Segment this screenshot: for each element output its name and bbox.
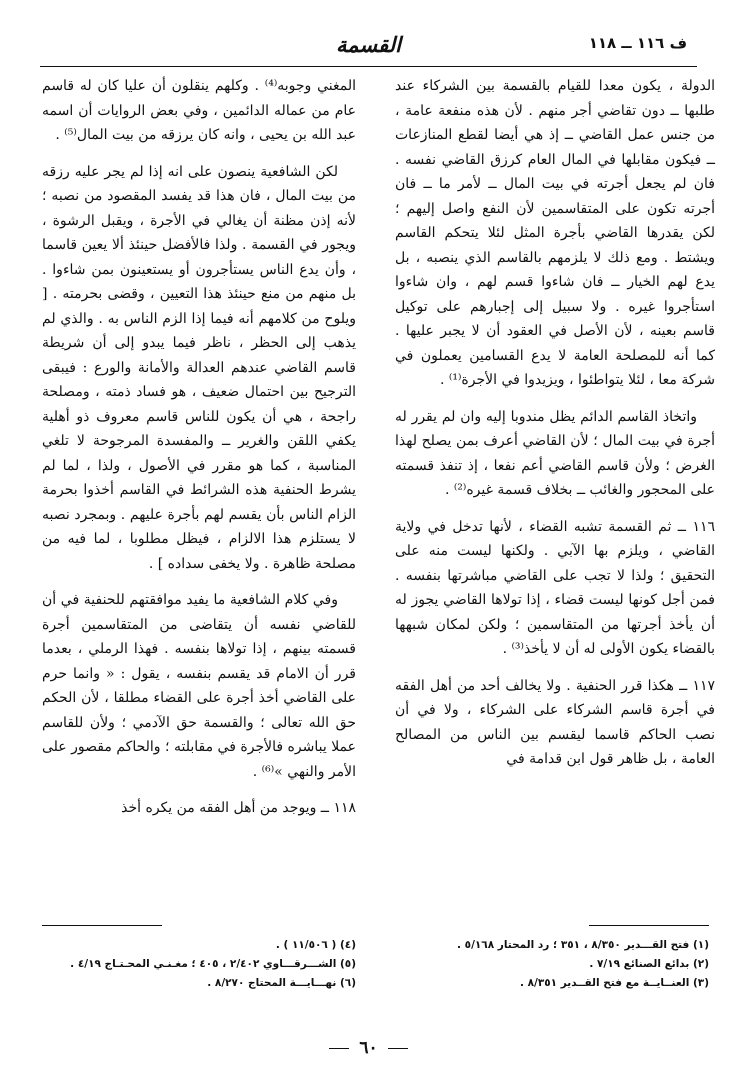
footnote: (١) فتح القـــدير ٨/٣٥٠ ، ٣٥١ ؛ رد المحتار ٥/١٦٨ . [457,939,709,951]
left-column [42,74,356,833]
paragraph: لكن الشافعية ينصون على انه إذا لم يجر عليه رزقه من بيت المال ، فان هذا قد يفسد المقصود من نصبه ؛ لأنه إذن مظنة أن يغالي في الأجرة ، ويقبل الرشوة ، ويجور في القسمة . ولذا فالأفضل حينئذ ألا يعين قاسما ، وأن يدع الناس يستأجرون أو يستعينون بمن شاءوا . بل منهم من منع حينئذ هذا التعيين ، وقضى بحرمته . [ ويلوح من كلامهم أنه فيما إذا الزم الناس به . والذي لم يذهب إلى الحظر ، ناظر فيما يبدو إلى أن شريطة قاسم القاضي عندهم العدالة والأمانة والورع : فيبقى الترجيح بين احتمال ضعيف ، هو فساد ذمته ، ومصلحة راجحة ، هي أن يكون للناس قاسم معروف ذو أهلية يكفي اللقن والغرير ــ والمفسدة المرجوحة لا تلغي المناسبة ، كما هو مقرر في الأصول ، ولذا ، لما لم يشرط الحنفية هذه الشرائط في القاسم أخذوا بحرمة الزام الناس بأن يقسم لهم بأجرة عليهم . وبمجرد نصبه لا يستلزم هذا الالزام ، فيظل مطلوبا ، لما فيه من مصلحة ظاهرة . ولا يخفى سداده ] . [42,163,356,572]
page-number [0,1038,737,1058]
paragraph: وفي كلام الشافعية ما يفيد موافقتهم للحنفية في أن للقاضي نفسه أن يتقاضى من المتقاسمين أجرة قسمته بينهم ، إذا تولاها بنفسه . فهذا الرملي ، بعدما قرر أن الامام قد يقسم بنفسه ، يقول : « وانما حرم على القاضي أخذ أجرة على القضاء مطلقا ، لأن الحكم حق الله تعالى ؛ والقسمة حق الآدمي ؛ ولأن للقاسم عملا يباشره فالأجرة في مقابلته ؛ والحاكم مقصور على الأمر والنهي »⁽⁶⁾ . [42,592,356,780]
paragraph: ١١٦ ــ ثم القسمة تشبه القضاء ، لأنها تدخل في ولاية القاضي ، ويلزم بها الآبي . ولكنها ليست منه على التحقيق ؛ ولذا لا تجب على القاضي مباشرتها بنفسه . فمن أجل كونها ليست قضاء ، إذا تولاها القاضي يجوز له أن يأخذ أجرتها من المتقاسمين ؛ ولكن لمكان شبهها بالقضاء يكون الأولى له أن لا يأخذ⁽³⁾ . [395,518,715,657]
paragraph: الدولة ، يكون معدا للقيام بالقسمة بين الشركاء عند طلبها ــ دون تقاضي أجر منهم . لأن هذه منفعة عامة ، من جنس عمل القاضي ــ إذ هي أيضا لقطع المنازعات ــ فيكون مقابلها في المال العام كرزق القاضي نفسه . فان لم يجعل أجرته في بيت المال ــ لأمر ما ــ فان أجرته تكون على المتقاسمين لأن النفع واصل إليهم ؛ لكن يقدرها القاضي بأجرة المثل لئلا يتحكم القاسم ويشتط . ومع ذلك لا يلزمهم بالقاسم الذي ينصبه ، بل يدع لهم الخيار ــ فان شاءوا قسم لهم ، وان شاءوا استأجروا غيره . ولا سبيل إلى إجبارهم على توكيل قاسم بعينه ، لأن الأصل في العقود أن لا يجبر عليها . كما أنه للمصلحة العامة لا يدع القسامين يعملون في شركة معا ، لئلا يتواطئوا ، ويزيدوا في الأجرة⁽¹⁾ . [395,78,715,388]
footnote: (٤) ( ١١/٥٠٦ ) . [275,939,356,951]
paragraph: واتخاذ القاسم الدائم يظل مندوبا إليه وان لم يقرر له أجرة في بيت المال ؛ لأن القاضي أعرف بمن يصلح لهذا الغرض ؛ ولأن قاسم القاضي أعم نفعا ، إذ تنفذ قسمته على المحجور والغائب ــ بخلاف قسمة غيره⁽²⁾ . [395,408,715,498]
footnote: (٢) بدائع الصنائع ٧/١٩ . [589,958,709,970]
footnote: (٣) العنــايــة مع فتح القــدير ٨/٣٥١ . [519,977,709,989]
folio-dash [388,1048,408,1049]
right-footnotes [389,936,709,993]
footnote: (٦) نهـــايـــة المحتاج ٨/٢٧٠ . [207,977,356,989]
right-column [395,74,715,784]
folio-dash [329,1048,349,1049]
running-title: القسمة [336,32,401,57]
paragraph: ١١٧ ــ هكذا قرر الحنفية . ولا يخالف أحد من أهل الفقه في أجرة قاسم الشركاء على الشركاء ، ولا في أن نصب الحاكم قاسما ليقسم بين الناس من المصالح العامة ، بل ظاهر قول ابن قدامة في [395,677,715,767]
header-divider [40,66,697,67]
page-header [40,30,697,70]
left-footnotes [42,936,356,993]
paragraph: المغني وجوبه⁽⁴⁾ . وكلهم ينقلون أن عليا كان له قاسم عام من عماله الدائمين ، وفي بعض الروايات أن اسمه عبد الله بن يحيى ، وانه كان يرزقه من بيت المال⁽⁵⁾ . [42,78,357,143]
footnote-divider [589,925,709,926]
footnote: (٥) الشـــرقـــاوي ٢/٤٠٢ ، ٤٠٥ ؛ مغـنـي المحـتـاج ٤/١٩ . [70,958,356,970]
page-number-text: ٦٠ [359,1038,378,1058]
paragraph: ١١٨ ــ ويوجد من أهل الفقه من يكره أخذ [121,800,356,816]
footnote-divider [42,925,162,926]
section-range: ف ١١٦ ــ ١١٨ [588,34,687,52]
